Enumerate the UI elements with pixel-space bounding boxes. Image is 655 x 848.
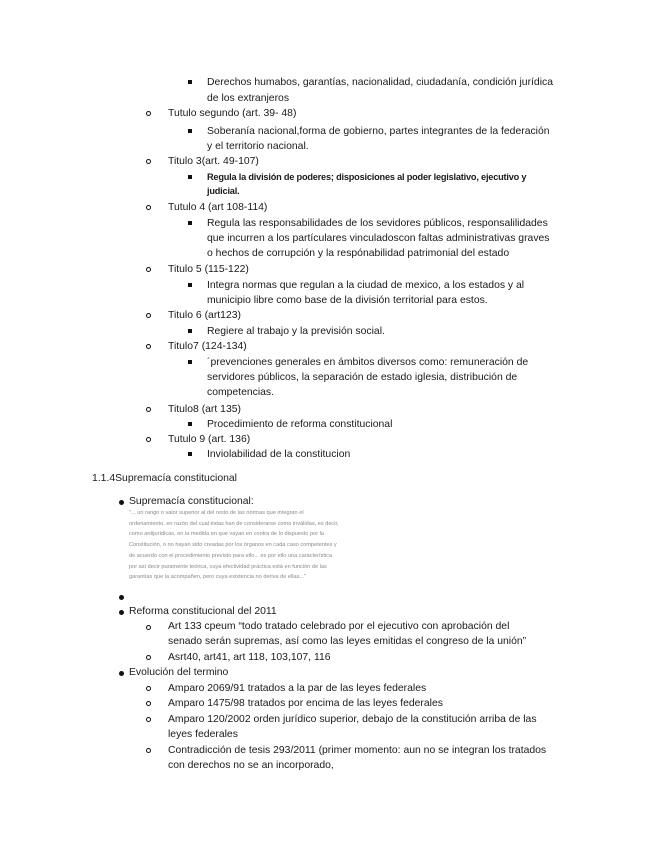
quote-line: "... un rango o valor superior al del resto de las normas que integran el [129, 510, 304, 516]
list-item: Asrt40, art41, art 118, 103,107, 116 [168, 652, 331, 663]
circle-bullet-icon [146, 437, 151, 442]
circle-bullet-icon [146, 267, 151, 272]
list-item: Evolución del termino [129, 667, 229, 678]
list-item: de los extranjeros [207, 93, 290, 104]
square-bullet-icon [188, 129, 192, 133]
list-item: Amparo 2069/91 tratados a la par de las leyes federales [168, 683, 427, 694]
square-bullet-icon [188, 452, 192, 456]
quote-line: como antijurídicas, en la medida en que vayan en contra de lo dispuesto por la [129, 531, 324, 538]
circle-bullet-icon [146, 686, 151, 691]
quote-line: de acuerdo con el procedimiento previsto para ello... es por ello una característica [129, 552, 333, 559]
list-item: Regula las responsabilidades de los sevidores públicos, responsalilidades [207, 218, 548, 229]
list-item: Tutulo 4 (art 108-114) [168, 202, 268, 213]
list-item: Titulo7 (124-134) [168, 341, 247, 352]
list-item: con derechos no se an incorporado, [168, 760, 334, 771]
square-bullet-icon [188, 175, 192, 179]
list-item: Procedimiento de reforma constitucional [207, 419, 393, 430]
quote-image [129, 508, 375, 594]
list-item: Supremacía constitucional: [129, 496, 254, 507]
list-item: Integra normas que regulan a la ciudad de mexico, a los estados y al [207, 280, 525, 291]
list-item: Art 133 cpeum “todo tratado celebrado por el ejecutivo con aprobación del [168, 621, 510, 632]
quote-line: ordenamiento, en razón del cual éstas han de considerarse como inválidas, es decir, [129, 520, 339, 527]
circle-bullet-icon [146, 748, 151, 753]
square-bullet-icon [188, 360, 192, 364]
section-heading: 1.1.4Supremacía constitucional [92, 473, 237, 484]
quote-line: garantías que la acompañen, pero cuya existencia no deriva de ellas..." [129, 574, 307, 581]
list-item: competencias. [207, 387, 274, 398]
disc-bullet-icon [119, 500, 124, 505]
list-item: Titulo8 (art 135) [168, 404, 241, 415]
disc-bullet-icon [119, 595, 124, 600]
list-item: leyes federales [168, 729, 238, 740]
list-item: Regula la división de poderes; disposiciones al poder legislativo, ejecutivo y [207, 172, 527, 182]
list-item: que incurren a los partículares vinculadoscon faltas administrativas graves [207, 233, 550, 244]
square-bullet-icon [188, 422, 192, 426]
list-item: Regiere al trabajo y la previsión social. [207, 326, 385, 337]
list-item: Tutulo segundo (art. 39- 48) [168, 108, 297, 119]
list-item: senado serán supremas, así como las leyes emitidas el congreso de la unión” [168, 636, 527, 647]
list-item: Titulo 3(art. 49-107) [168, 156, 259, 167]
list-item: Titulo 5 (115-122) [168, 264, 249, 275]
circle-bullet-icon [146, 625, 151, 630]
list-item: Derechos humabos, garantías, nacionalidad, ciudadanía, condición jurídica [207, 77, 553, 88]
list-item: Inviolabilidad de la constitucion [207, 449, 351, 460]
square-bullet-icon [188, 329, 192, 333]
circle-bullet-icon [146, 655, 151, 660]
square-bullet-icon [188, 283, 192, 287]
square-bullet-icon [188, 80, 192, 84]
disc-bullet-icon [119, 671, 124, 676]
circle-bullet-icon [146, 205, 151, 210]
list-item: y el territorio nacional. [207, 141, 309, 152]
list-item: Contradicción de tesis 293/2011 (primer momento: aun no se integran los tratados [168, 745, 547, 756]
list-item: Titulo 6 (art123) [168, 310, 241, 321]
circle-bullet-icon [146, 313, 151, 318]
disc-bullet-icon [119, 610, 124, 615]
list-item: Reforma constitucional del 2011 [129, 606, 277, 617]
circle-bullet-icon [146, 159, 151, 164]
circle-bullet-icon [146, 717, 151, 722]
circle-bullet-icon [146, 701, 151, 706]
list-item: judicial. [207, 186, 240, 196]
square-bullet-icon [188, 221, 192, 225]
list-item: Soberanía nacional,forma de gobierno, partes integrantes de la federación [207, 126, 550, 137]
circle-bullet-icon [146, 407, 151, 412]
list-item: servidores públicos, la separación de estado iglesia, distribución de [207, 372, 518, 383]
list-item: ´prevenciones generales en ámbitos diversos como: remuneración de [207, 357, 529, 368]
list-item: Amparo 1475/98 tratados por encima de las leyes federales [168, 698, 443, 709]
circle-bullet-icon [146, 344, 151, 349]
list-item: Tutulo 9 (art. 136) [168, 434, 251, 445]
list-item: municipio libre como base de la división territorial para estos. [207, 295, 488, 306]
circle-bullet-icon [146, 111, 151, 116]
list-item: Amparo 120/2002 orden jurídico superior, debajo de la constitución arriba de las [168, 714, 537, 725]
list-item: o hechos de corrupción y la respónabilidad patrimonial del estado [207, 248, 510, 259]
quote-line: por así decir puramente teórica, cuya efectividad práctica está en función de las [129, 563, 327, 570]
quote-line: Constitución, o no hayan sido creadas por los órganos en cada caso competentes y [129, 542, 337, 549]
